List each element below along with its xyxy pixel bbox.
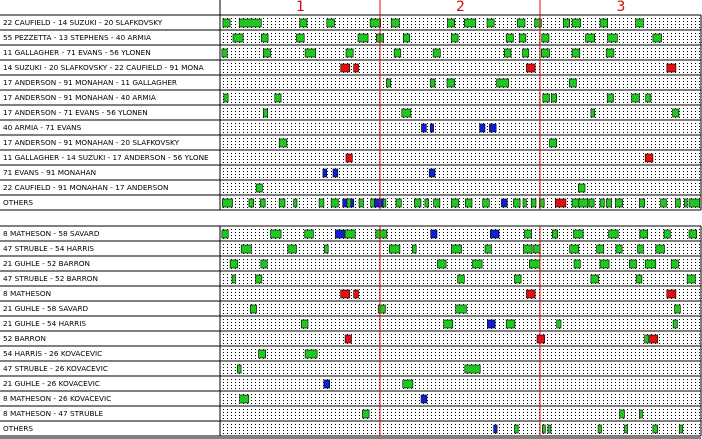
green-event-marker [346,49,353,57]
minute-dots [223,259,700,269]
green-event-marker [249,199,254,207]
line-label: 17 ANDERSON - 91 MONAHAN - 40 ARMIA [3,93,156,102]
green-event-marker [653,425,658,433]
green-event-marker [260,199,265,207]
green-event-marker [636,275,642,283]
blue-event-marker [374,199,383,207]
green-event-marker [300,19,307,27]
minute-dots [223,63,700,73]
green-event-marker [673,320,677,328]
green-event-marker [591,275,599,283]
green-event-marker [689,199,700,207]
green-event-marker [305,230,314,238]
green-event-marker [261,260,267,268]
blue-event-marker [480,124,485,132]
green-event-marker [259,350,266,358]
red-event-marker [341,64,350,72]
green-event-marker [305,49,316,57]
green-event-marker [529,260,540,268]
green-event-marker [524,245,533,253]
green-event-marker [639,199,644,207]
green-event-marker [506,320,515,328]
line-label: 40 ARMIA - 71 EVANS [3,123,82,132]
minute-dots [223,183,700,193]
red-event-marker [667,64,676,72]
blue-event-marker [324,380,330,388]
green-event-marker [256,184,262,192]
minute-dots [223,349,700,359]
green-event-marker [523,49,529,57]
minute-dots [223,108,700,118]
blue-event-marker [430,124,433,132]
green-event-marker [403,380,413,388]
green-event-marker [609,230,619,238]
green-event-marker [473,260,483,268]
green-event-marker [671,260,678,268]
minute-dots [223,168,700,178]
green-event-marker [517,19,525,27]
minute-dots [223,78,700,88]
blue-event-marker [333,169,338,177]
green-event-marker [240,395,249,403]
green-event-marker [275,94,281,102]
green-event-marker [525,230,532,238]
line-label: 17 ANDERSON - 91 MONAHAN - 20 SLAFKOVSKY [3,138,180,147]
green-event-marker [305,350,317,358]
green-event-marker [504,49,511,57]
green-event-marker [534,245,541,253]
green-event-marker [224,94,228,102]
green-event-marker [636,19,644,27]
green-event-marker [331,199,338,207]
blue-event-marker [494,425,497,433]
green-event-marker [600,260,609,268]
line-label: 54 HARRIS - 26 KOVACEVIC [3,349,103,358]
green-event-marker [345,230,355,238]
line-label: 52 BARRON [3,334,46,343]
line-label: 8 MATHESON - 58 SAVARD [3,229,100,238]
green-event-marker [542,34,549,42]
green-event-marker [506,34,513,42]
green-event-marker [629,260,636,268]
green-event-marker [673,109,679,117]
blue-event-marker [323,169,327,177]
green-event-marker [391,19,399,27]
green-event-marker [376,230,387,238]
green-event-marker [679,425,682,433]
green-event-marker [301,320,308,328]
minute-dots [223,138,700,148]
green-event-marker [347,199,351,207]
green-event-marker [414,199,421,207]
green-event-marker [572,199,579,207]
blue-event-marker [490,230,499,238]
minute-dots [223,48,700,58]
green-event-marker [434,199,440,207]
green-event-marker [362,410,369,418]
green-event-marker [620,410,625,418]
blue-event-marker [489,124,496,132]
green-event-marker [523,199,526,207]
line-label: 47 STRUBLE - 52 BARRON [3,274,99,283]
green-event-marker [607,94,613,102]
green-event-marker [541,49,549,57]
green-event-marker [661,199,667,207]
green-event-marker [465,199,472,207]
green-event-marker [550,139,557,147]
red-event-marker [354,290,359,298]
green-event-marker [574,230,584,238]
blue-event-marker [422,124,427,132]
minute-dots [223,334,700,344]
green-event-marker [646,94,651,102]
minute-dots [223,153,700,163]
green-event-marker [591,109,595,117]
green-event-marker [600,19,608,27]
green-event-marker [232,275,235,283]
minute-dots [223,18,700,28]
green-event-marker [485,245,491,253]
green-event-marker [600,199,604,207]
green-event-marker [589,199,594,207]
green-event-marker [645,260,656,268]
green-event-marker [569,79,576,87]
green-event-marker [433,49,440,57]
minute-dots [223,424,700,434]
green-event-marker [319,199,324,207]
line-label: 71 EVANS - 91 MONAHAN [3,168,97,177]
green-event-marker [514,275,521,283]
line-label: 11 GALLAGHER - 14 SUZUKI - 17 ANDERSON - 56 YLONE [3,153,209,162]
green-event-marker [288,245,297,253]
green-event-marker [261,34,268,42]
green-event-marker [451,245,461,253]
green-event-marker [297,34,305,42]
green-event-marker [451,199,458,207]
green-event-marker [464,19,476,27]
minute-dots [223,319,700,329]
red-event-marker [667,290,676,298]
minute-dots [223,93,700,103]
green-event-marker [233,34,243,42]
red-event-marker [354,64,359,72]
green-event-marker [386,79,390,87]
green-event-marker [279,199,285,207]
red-event-marker [346,154,352,162]
line-label: 21 GUHLE - 54 HARRIS [3,319,87,328]
line-label: 8 MATHESON - 47 STRUBLE [3,409,104,418]
period-3-label: 3 [616,0,626,15]
green-event-marker [394,49,401,57]
green-event-marker [237,365,241,373]
green-event-marker [552,230,557,238]
green-event-marker [542,425,545,433]
green-event-marker [570,245,579,253]
green-event-marker [615,199,622,207]
green-event-marker [324,245,328,253]
minute-dots [223,364,700,374]
green-event-marker [608,34,618,42]
green-event-marker [294,199,297,207]
green-event-marker [359,199,363,207]
green-event-marker [664,230,670,238]
green-event-marker [456,305,467,313]
minute-dots [223,394,700,404]
green-event-marker [638,245,644,253]
line-label: 22 CAUFIELD - 14 SUZUKI - 20 SLAFKOVSKY [3,18,163,27]
green-event-marker [239,19,261,27]
minute-dots [223,409,700,419]
green-event-marker [598,425,601,433]
green-event-marker [389,245,400,253]
blue-event-marker [429,169,435,177]
green-event-marker [557,320,561,328]
green-event-marker [597,245,604,253]
green-event-marker [403,34,409,42]
green-event-marker [586,34,595,42]
period-2-label: 2 [456,0,465,15]
green-event-marker [451,34,458,42]
red-event-marker [526,64,535,72]
green-event-marker [437,260,446,268]
period-1-label: 1 [296,0,305,15]
green-event-marker [444,320,453,328]
green-event-marker [358,34,368,42]
green-event-marker [487,19,494,27]
line-label: 8 MATHESON [3,289,52,298]
line-label: 8 MATHESON - 26 KOVACEVIC [3,394,112,403]
green-event-marker [241,245,251,253]
green-event-marker [497,79,509,87]
green-event-marker [543,94,550,102]
green-event-marker [653,34,662,42]
green-event-marker [222,49,227,57]
red-event-marker [526,290,535,298]
green-event-marker [606,49,614,57]
red-event-marker [341,290,350,298]
green-event-marker [465,365,480,373]
minute-dots [223,289,700,299]
green-event-marker [448,19,455,27]
blue-event-marker [335,230,344,238]
green-event-marker [447,79,455,87]
line-label: 21 GUHLE - 52 BARRON [3,259,90,268]
green-event-marker [519,34,526,42]
green-event-marker [640,230,648,238]
minute-dots [223,123,700,133]
line-label: OTHERS [3,424,33,433]
line-label: 21 GUHLE - 58 SAVARD [3,304,89,313]
red-event-marker [537,335,545,343]
green-event-marker [513,199,520,207]
blue-event-marker [501,199,507,207]
red-event-marker [555,199,566,207]
line-label: 55 PEZZETTA - 13 STEPHENS - 40 ARMIA [3,33,151,42]
green-event-marker [263,109,267,117]
green-event-marker [579,199,588,207]
green-event-marker [223,19,230,27]
blue-event-marker [421,395,427,403]
line-label: 17 ANDERSON - 91 MONAHAN - 11 GALLAGHER [3,78,177,87]
green-event-marker [250,305,256,313]
green-event-marker [563,19,569,27]
green-event-marker [606,199,611,207]
green-event-marker [271,230,282,238]
green-event-marker [256,275,262,283]
green-event-marker [572,49,580,57]
green-event-marker [425,199,429,207]
green-event-marker [632,94,640,102]
green-event-marker [574,260,580,268]
green-event-marker [402,109,411,117]
line-label: 47 STRUBLE - 54 HARRIS [3,244,95,253]
green-event-marker [616,245,622,253]
green-event-marker [548,425,551,433]
green-event-marker [639,410,642,418]
green-event-marker [514,425,518,433]
green-event-marker [263,49,270,57]
green-event-marker [675,305,681,313]
green-event-marker [279,139,287,147]
red-event-marker [650,335,658,343]
green-event-marker [396,199,401,207]
green-event-marker [370,19,381,27]
red-event-marker [645,154,653,162]
green-event-marker [689,230,697,238]
green-event-marker [378,305,385,313]
blue-event-marker [431,230,437,238]
green-event-marker [625,425,628,433]
red-event-marker [345,335,351,343]
green-event-marker [551,94,556,102]
blue-event-marker [487,320,495,328]
green-event-marker [458,275,465,283]
minute-dots [223,229,700,239]
green-event-marker [483,199,490,207]
line-label: 22 CAUFIELD - 91 MONAHAN - 17 ANDERSON [3,183,169,192]
line-label: 14 SUZUKI - 20 SLAFKOVSKY - 22 CAUFIELD - 91 MONA [3,63,204,72]
minute-dots [223,33,700,43]
green-event-marker [222,230,228,238]
green-event-marker [430,79,435,87]
green-event-marker [327,19,335,27]
green-event-marker [684,199,687,207]
line-label: 11 GALLAGHER - 71 EVANS - 56 YLONEN [3,48,151,57]
green-event-marker [676,199,681,207]
minute-dots [223,379,700,389]
green-event-marker [572,19,581,27]
green-event-marker [412,245,416,253]
green-event-marker [222,199,232,207]
green-event-marker [230,260,238,268]
green-event-marker [687,275,695,283]
line-label: OTHERS [3,198,33,207]
line-label: 17 ANDERSON - 71 EVANS - 56 YLONEN [3,108,148,117]
green-event-marker [656,245,665,253]
green-event-marker [645,335,649,343]
line-label: 47 STRUBLE - 26 KOVACEVIC [3,364,108,373]
green-event-marker [531,199,536,207]
line-label: 21 GUHLE - 26 KOVACEVIC [3,379,100,388]
green-event-marker [578,184,585,192]
